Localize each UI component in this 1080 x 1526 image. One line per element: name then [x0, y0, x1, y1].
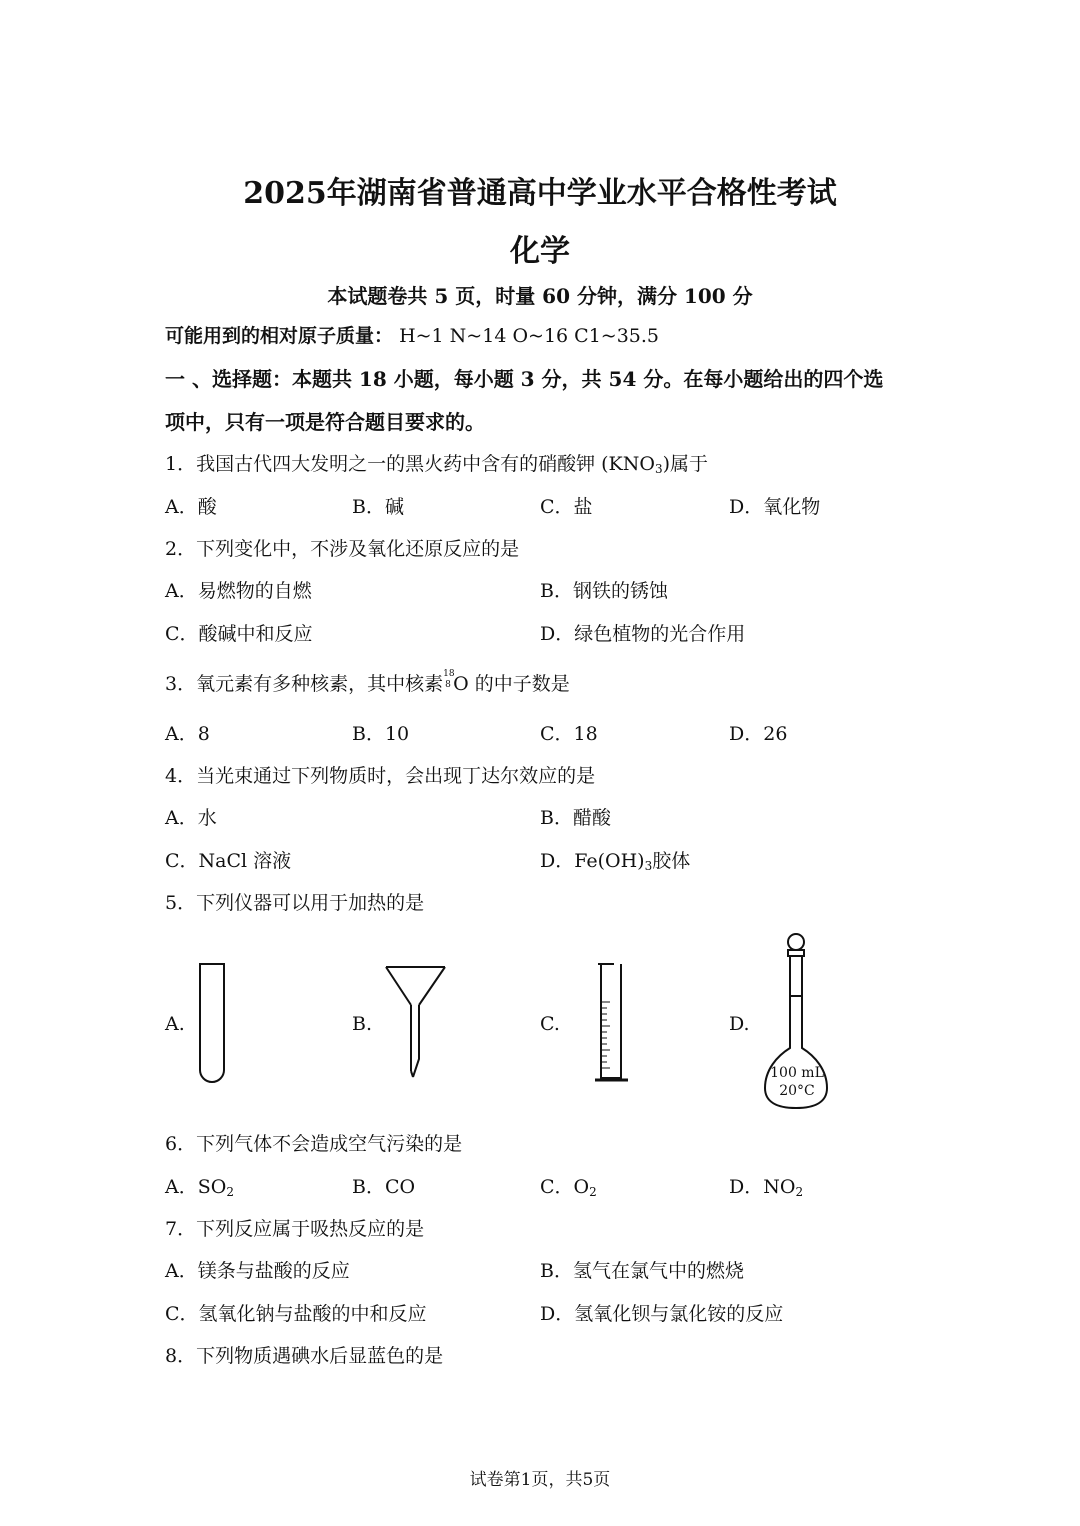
question-1-stem [165, 450, 708, 483]
atomic-mass-values: H~1 N~14 O~16 C1~35.5 [399, 325, 660, 347]
page-footer: 试卷第1页，共5页 [469, 1470, 611, 1490]
q1-option-c: C．盐 [540, 496, 593, 518]
q3-stem-part2: 的中子数是 [468, 673, 570, 695]
question-8-stem: 8．下列物质遇碘水后显蓝色的是 [165, 1345, 444, 1367]
q6-c-text: C．O [540, 1176, 590, 1198]
q1-stem-part2: )属于 [662, 453, 709, 475]
q3-option-c: C．18 [540, 723, 598, 745]
question-2-stem: 2．下列变化中，不涉及氧化还原反应的是 [165, 538, 520, 560]
question-6-stem: 6．下列气体不会造成空气污染的是 [165, 1133, 463, 1155]
q6-c-sub: 2 [589, 1185, 597, 1199]
q1-option-b: B．碱 [352, 496, 404, 518]
q6-d-sub: 2 [795, 1185, 804, 1199]
q6-a-text: A．SO [165, 1176, 227, 1198]
q7-option-d: D．氢氧化钡与氯化铵的反应 [540, 1303, 784, 1325]
q4-d-part1: D．Fe(OH) [540, 850, 645, 872]
q3-nuclide-numbers [443, 670, 453, 690]
flask-temp-label: 20°C [779, 1083, 815, 1099]
q1-stem-part1: 1．我国古代四大发明之一的黑火药中含有的硝酸钾 (KNO [165, 453, 655, 475]
q4-option-a: A．水 [165, 807, 217, 829]
q4-option-b: B．醋酸 [540, 807, 611, 829]
q6-a-sub: 2 [226, 1185, 234, 1199]
graduated-cylinder-icon [592, 958, 634, 1088]
q3-stem-part1: 3．氧元素有多种核素，其中核素 [165, 673, 444, 695]
q6-option-d [729, 1173, 803, 1206]
q2-option-d: D．绿色植物的光合作用 [540, 623, 746, 645]
q5-option-a-label: A. [165, 1013, 185, 1035]
question-5-stem: 5．下列仪器可以用于加热的是 [165, 892, 425, 914]
q6-option-b: B．CO [352, 1176, 416, 1198]
subject-title: 化学 [510, 234, 570, 269]
q4-d-part2: 胶体 [652, 850, 691, 872]
q4-d-sub: 3 [644, 859, 653, 873]
section-heading-line2: 项中，只有一项是符合题目要求的。 [165, 410, 485, 434]
q3-mass-number: 18 [443, 669, 455, 679]
q1-option-d: D．氧化物 [729, 496, 821, 518]
test-tube-icon [192, 958, 232, 1088]
question-3-stem [165, 670, 570, 698]
q3-atomic-number: 8 [445, 680, 451, 690]
exam-info: 本试题卷共 5 页，时量 60 分钟，满分 100 分 [327, 284, 753, 308]
q3-symbol: O [453, 673, 469, 695]
question-4-stem: 4．当光束通过下列物质时，会出现丁达尔效应的是 [165, 765, 596, 787]
q4-option-c: C．NaCl 溶液 [165, 850, 292, 872]
q7-option-b: B．氢气在氯气中的燃烧 [540, 1260, 744, 1282]
q3-option-a: A．8 [165, 723, 210, 745]
flask-volume-label: 100 mL [770, 1065, 824, 1081]
q5-option-b-label: B. [352, 1013, 373, 1035]
q1-option-a: A．酸 [165, 496, 217, 518]
q2-option-a: A．易燃物的自燃 [165, 580, 312, 602]
q3-option-b: B．10 [352, 723, 410, 745]
q1-stem-sub: 3 [654, 462, 663, 476]
q5-option-d-label: D. [729, 1013, 750, 1035]
q2-option-c: C．酸碱中和反应 [165, 623, 313, 645]
section-heading-line1: 一 、选择题：本题共 18 小题，每小题 3 分，共 54 分。在每小题给出的四个选 [165, 367, 884, 391]
q2-option-b: B．钢铁的锈蚀 [540, 580, 668, 602]
q4-option-d [540, 847, 690, 880]
exam-title: 2025年湖南省普通高中学业水平合格性考试 [243, 176, 837, 211]
q6-d-text: D．NO [729, 1176, 796, 1198]
q7-option-a: A．镁条与盐酸的反应 [165, 1260, 350, 1282]
q5-option-c-label: C. [540, 1013, 560, 1035]
funnel-icon [383, 963, 449, 1083]
atomic-mass-label: 可能用到的相对原子质量： [165, 325, 394, 347]
q6-option-a [165, 1173, 234, 1206]
atomic-mass-line [165, 322, 659, 350]
question-7-stem: 7．下列反应属于吸热反应的是 [165, 1218, 425, 1240]
q3-option-d: D．26 [729, 723, 788, 745]
q7-option-c: C．氢氧化钠与盐酸的中和反应 [165, 1303, 427, 1325]
q6-option-c [540, 1173, 597, 1206]
